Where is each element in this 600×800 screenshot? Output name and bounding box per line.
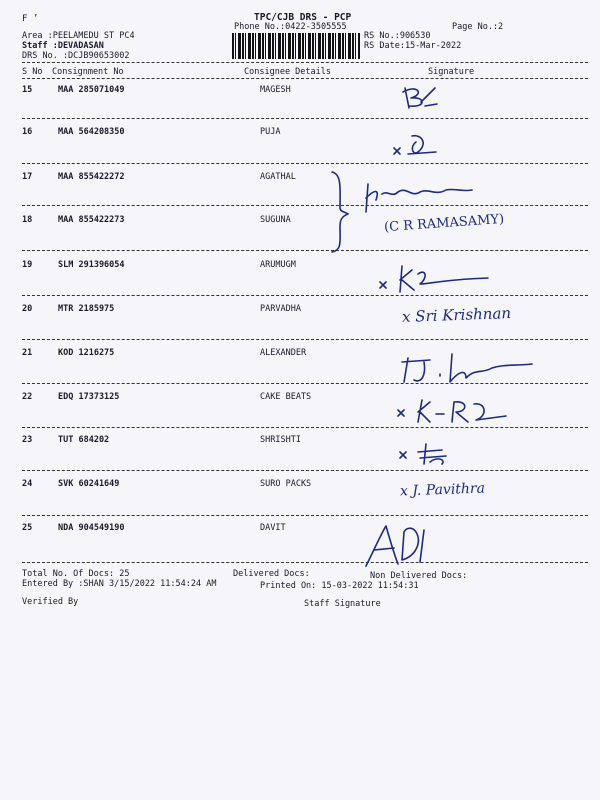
divider (22, 62, 588, 63)
row-sno: 20 (22, 304, 33, 314)
row-sno: 23 (22, 435, 33, 445)
document-title: TPC/CJB DRS - PCP (254, 12, 352, 23)
signature-row-22-icon (396, 396, 516, 426)
table-row (22, 127, 588, 139)
divider (22, 427, 588, 428)
verified-by: Verified By (22, 597, 79, 607)
signature-row-23-icon (398, 438, 478, 468)
page-number: Page No.:2 (452, 22, 504, 32)
row-consignee: CAKE BEATS (260, 392, 312, 402)
row-consignee: SURO PACKS (260, 479, 312, 489)
divider (22, 205, 588, 206)
row-consignment: MAA 285071049 (58, 85, 125, 95)
row-sno: 17 (22, 172, 33, 182)
table-row (22, 435, 588, 447)
row-sno: 16 (22, 127, 33, 137)
printed-on: Printed On: 15-03-2022 11:54:31 (260, 581, 419, 591)
row-consignment: KOD 1216275 (58, 348, 115, 358)
rs-number: RS No.:906530 (364, 31, 431, 41)
barcode-icon (232, 33, 360, 59)
signature-pavithra-text: x J. Pavithra (399, 480, 486, 500)
column-header-consignment: Consignment No (52, 67, 124, 77)
row-consignment: SLM 291396054 (58, 260, 125, 270)
row-consignment: TUT 684202 (58, 435, 110, 445)
row-consignment: SVK 60241649 (58, 479, 120, 489)
divider (22, 250, 588, 251)
row-consignee: DAVIT (260, 523, 286, 533)
row-consignee: ARUMUGM (260, 260, 296, 270)
divider (22, 470, 588, 471)
divider (22, 163, 588, 164)
table-row (22, 479, 588, 491)
row-consignment: MAA 855422272 (58, 172, 125, 182)
row-consignee: SHRISHTI (260, 435, 301, 445)
divider (22, 118, 588, 119)
signature-row-25-icon (360, 520, 450, 570)
row-sno: 25 (22, 523, 33, 533)
row-sno: 15 (22, 85, 33, 95)
row-consignee: MAGESH (260, 85, 291, 95)
row-consignment: NDA 904549190 (58, 523, 125, 533)
row-consignment: EDQ 17373125 (58, 392, 120, 402)
row-sno: 24 (22, 479, 33, 489)
table-row (22, 172, 588, 184)
table-row (22, 85, 588, 97)
row-sno: 21 (22, 348, 33, 358)
signature-row-16-icon (392, 130, 442, 160)
non-delivered-docs: Non Delivered Docs: (370, 571, 468, 581)
rs-date: RS Date:15-Mar-2022 (364, 41, 462, 51)
entered-by: Entered By :SHAN 3/15/2022 11:54:24 AM (22, 579, 217, 589)
divider (22, 515, 588, 516)
signature-ramasamy-text: (C R RAMASAMY) (383, 211, 505, 236)
row-consignee: PARVADHA (260, 304, 301, 314)
divider (22, 562, 588, 563)
column-header-signature: Signature (428, 67, 475, 77)
corner-mark: F ’ (22, 14, 39, 24)
table-row (22, 523, 588, 535)
total-docs: Total No. Of Docs: 25 (22, 569, 130, 579)
row-consignee: PUJA (260, 127, 281, 137)
area-label: Area :PEELAMEDU ST PC4 (22, 31, 135, 41)
row-consignee: ALEXANDER (260, 348, 307, 358)
delivered-docs: Delivered Docs: (233, 569, 310, 579)
row-consignee: SUGUNA (260, 215, 291, 225)
phone-number: Phone No.:0422-3505555 (234, 22, 347, 32)
row-consignment: MAA 564208350 (58, 127, 125, 137)
column-header-sno: S No (22, 67, 43, 77)
row-sno: 19 (22, 260, 33, 270)
signature-row-21-icon (400, 348, 540, 388)
row-sno: 22 (22, 392, 33, 402)
signature-krishnan-text: x Sri Krishnan (401, 304, 512, 326)
divider (22, 339, 588, 340)
drs-number: DRS No. :DCJB90653002 (22, 51, 130, 61)
row-consignment: MTR 2185975 (58, 304, 115, 314)
bracket-icon (330, 170, 350, 254)
staff-label: Staff :DEVADASAN (22, 41, 104, 51)
divider (22, 78, 588, 79)
row-consignee: AGATHAL (260, 172, 296, 182)
signature-rows-17-18-icon (362, 178, 492, 218)
column-header-consignee: Consignee Details (244, 67, 331, 77)
staff-signature-label: Staff Signature (304, 599, 381, 609)
row-sno: 18 (22, 215, 33, 225)
signature-row-19-icon (378, 262, 508, 296)
signature-row-15-icon (395, 82, 445, 112)
row-consignment: MAA 855422273 (58, 215, 125, 225)
